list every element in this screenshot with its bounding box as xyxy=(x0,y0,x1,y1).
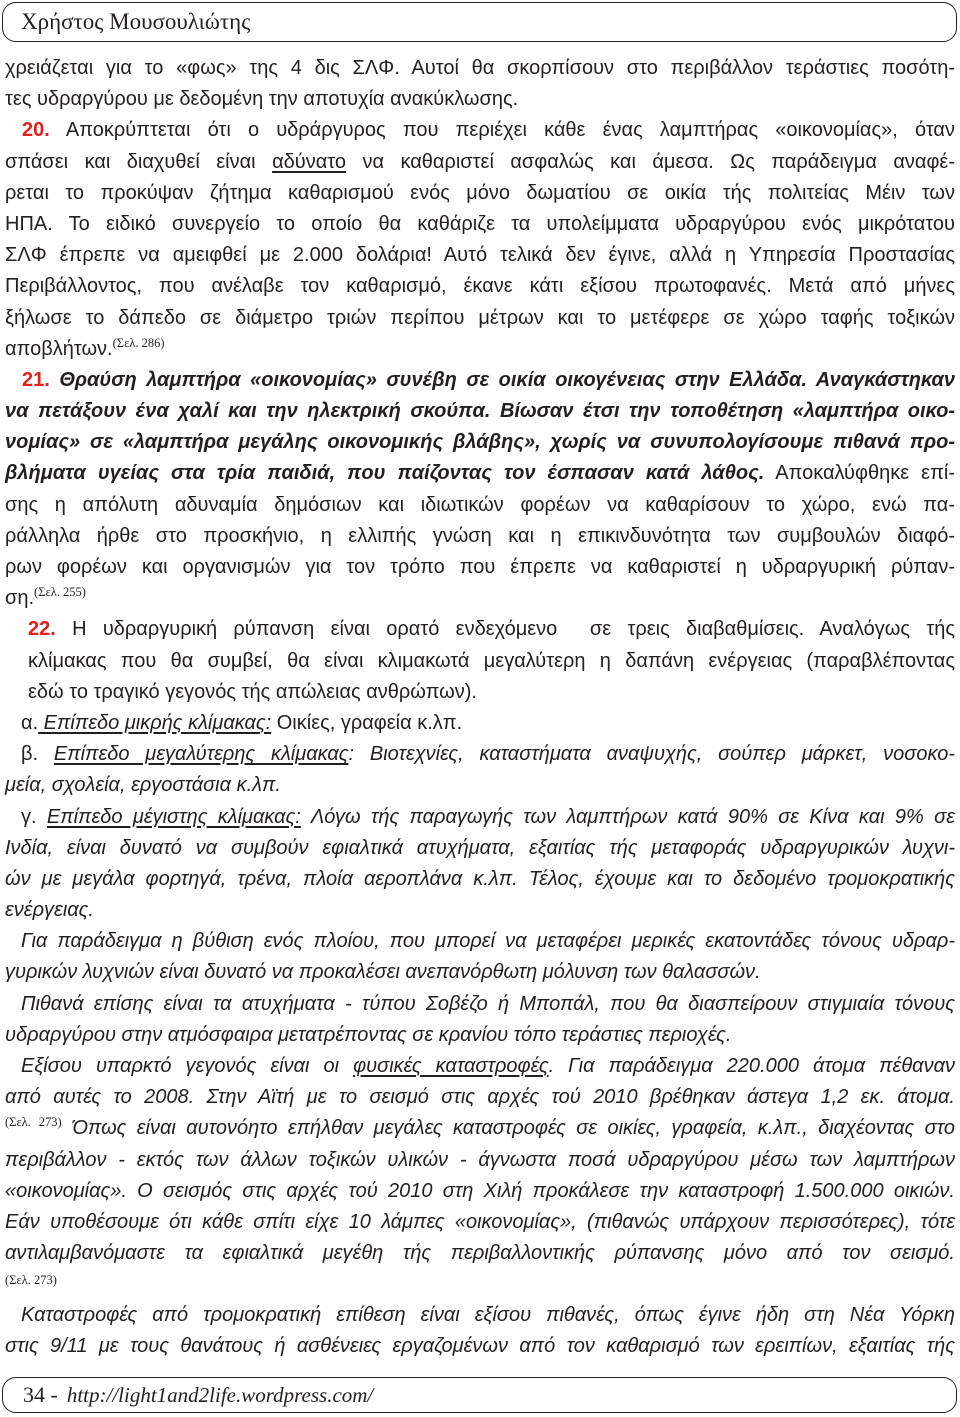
text-run: Η υδραργυρική ρύπανση είναι ορατό ενδεχόμενο σε τρεις διαβαθμίσεις. Αναλόγως τής xyxy=(55,618,955,641)
text-run: ρεται το προκύψαν ζήτημα καθαρισμού ενός μόνο δωματίου σε οικία τής πολιτείας Μέιν των xyxy=(5,181,955,204)
text-run: α. xyxy=(21,711,39,734)
item-number: 22. xyxy=(28,618,56,641)
running-header xyxy=(2,2,957,42)
text-line-content xyxy=(28,646,955,677)
paragraph-example-accidents xyxy=(5,989,955,1051)
italic-text: ών με μεγάλα φορτηγά, τρένα, πλοία αεροπλάνα κ.λπ. Τέλος, έχουμε και το δεδομένο τρομοκρατικής xyxy=(5,867,955,890)
text-line-content xyxy=(5,271,955,302)
text-line xyxy=(28,614,955,645)
text-line-content xyxy=(5,240,955,271)
text-line xyxy=(5,427,955,458)
text-run: σπάσει και διαχυθεί είναι xyxy=(5,150,273,173)
text-line-content xyxy=(5,396,955,427)
text-line xyxy=(5,864,955,895)
text-line-content xyxy=(5,895,94,926)
text-line-content xyxy=(5,1269,57,1289)
paragraph-scale-a xyxy=(5,708,955,739)
text-line-content xyxy=(5,1145,955,1176)
text-run: σης η απόλυτη αδυναμία δημόσιων και ιδιωτικών φορέων να καθαρίσουν το χώρο, ενώ πα- xyxy=(5,493,955,516)
text-line xyxy=(5,458,955,489)
text-line-content xyxy=(5,147,955,178)
text-line-content xyxy=(5,1331,955,1362)
text-run: Περιβάλλοντος, που ανέλαβε τον καθαρισμό, έκανε κάτι εξίσου πρωτοφανές. Μετά από μήνες xyxy=(5,275,955,298)
text-line xyxy=(5,271,955,302)
text-run: γ. xyxy=(21,805,47,828)
text-line xyxy=(5,240,955,271)
text-line xyxy=(5,739,955,770)
text-line-content xyxy=(21,708,462,739)
text-line xyxy=(5,1113,955,1144)
underlined-text: Επίπεδο μέγιστης κλίμακας: xyxy=(46,805,301,828)
page-body xyxy=(5,53,955,1362)
text-line xyxy=(5,1082,955,1113)
page-number: 34 - xyxy=(23,1382,58,1407)
text-line xyxy=(5,708,955,739)
paragraph-terrorist-attacks xyxy=(5,1300,955,1362)
text-line xyxy=(5,926,955,957)
underlined-text: φυσικές καταστροφές xyxy=(353,1055,549,1077)
text-line xyxy=(5,178,955,209)
text-line xyxy=(5,1238,955,1269)
paragraph-item-20 xyxy=(5,115,955,365)
text-line-content xyxy=(5,1207,955,1238)
text-line xyxy=(5,1145,955,1176)
text-line-content xyxy=(5,552,955,583)
text-line-content xyxy=(5,84,518,115)
text-line xyxy=(5,490,955,521)
italic-text: περιβάλλον - εκτός των άλλων τοξικών υλικών - άγνωστα ποσά υδραργύρου μέσω των λαμπτήρων xyxy=(5,1148,955,1171)
text-run: να καθαριστεί ασφαλώς και άμεσα. Ως παράδειγμα αναφέ- xyxy=(346,150,955,173)
underlined-text: Επίπεδο μεγαλύτερης κλίμακας xyxy=(53,743,349,766)
page-reference: (Σελ. 273) xyxy=(5,1273,57,1288)
text-run: Αποκαλύφθηκε επί- xyxy=(764,462,955,485)
italic-text: ενέργειας. xyxy=(5,899,94,922)
text-line-content xyxy=(5,490,955,521)
text-line xyxy=(5,802,955,833)
text-line xyxy=(5,1331,955,1362)
text-line-content xyxy=(5,957,761,988)
italic-text: Ινδία, είναι δυνατό να συμβούν εφιαλτικά ατυχήματα, εξαιτίας τής μεταφοράς υδραργυρικών λυχνι- xyxy=(5,836,955,859)
text-line xyxy=(5,989,955,1020)
text-line xyxy=(5,84,955,115)
text-line xyxy=(5,53,955,84)
text-run: ΣΛΦ έπρεπε να αμειφθεί με 2.000 δολάρια! Αυτό τελικά δεν έγινε, αλλά η Υπηρεσία Προστασίας xyxy=(5,244,955,267)
text-line xyxy=(5,770,955,801)
text-line-content xyxy=(21,1300,955,1331)
paragraph-item-21 xyxy=(5,365,955,615)
text-line xyxy=(5,147,955,178)
italic-text: από αυτές το 2008. Στην Αϊτή με το σεισμό στις αρχές τού 2010 βρέθηκαν άστεγα 1,2 εκ. άτομα. xyxy=(5,1086,955,1109)
text-run: εδώ το τραγικό γεγονός τής απώλειας ανθρώπων). xyxy=(28,680,477,703)
text-line-content xyxy=(5,1113,955,1146)
author-name: Χρήστος Μουσουλιώτης xyxy=(21,9,251,34)
text-run: ξήλωσε το δάπεδο σε διάμετρο τριών περίπου μέτρων και το μετέφερε σε χώρο ταφής τοξικών xyxy=(5,306,955,329)
paragraph-natural-disasters xyxy=(5,1051,955,1287)
text-line xyxy=(5,115,955,146)
item-number: 21. xyxy=(22,368,50,391)
text-line xyxy=(5,521,955,552)
text-line-content xyxy=(21,926,955,957)
italic-text: στις 9/11 με τους θανάτους ή ασθένειες εργαζομένων από τον καθαρισμό των ερειπίων, εξαιτίας τής xyxy=(5,1335,955,1358)
text-run: Οικίες, γραφεία κ.λπ. xyxy=(271,711,463,734)
text-line xyxy=(5,365,955,396)
text-line-content xyxy=(5,1238,955,1269)
text-line xyxy=(5,396,955,427)
italic-text: γυρικών λυχνιών είναι δυνατό να προκαλέσει ανεπανόρθωτη μόλυνση των θαλασσών. xyxy=(5,961,761,984)
text-line-content xyxy=(5,303,955,334)
text-line-content xyxy=(5,1082,955,1113)
italic-text: αντιλαμβανόμαστε τα εφιαλτικά μεγέθη τής περιβαλλοντικής ρύπανσης μόνο από τον σεισμό. xyxy=(5,1242,955,1265)
text-line xyxy=(5,895,955,926)
text-run: ΗΠΑ. Το ειδικό συνεργείο το οποίο θα καθάριζε τα υπολείμματα υδραργύρου ενός μικρότατου xyxy=(5,212,955,235)
text-line-content xyxy=(28,677,477,708)
text-line-content xyxy=(5,178,955,209)
text-line xyxy=(5,1020,955,1051)
text-line-content xyxy=(5,770,281,801)
text-line-content xyxy=(5,334,165,367)
emphasized-text: Θραύση λαμπτήρα «οικονομίας» συνέβη σε οικία οικογένειας στην Ελλάδα. Αναγκάστηκαν xyxy=(59,368,955,391)
emphasized-text: νομίας» σε «λαμπτήρα μεγάλης οικονομικής βλάβης», χωρίς να συνυπολογίσουμε πιθανά προ- xyxy=(5,431,955,454)
page-footer xyxy=(2,1377,957,1413)
text-run: ρων φορέων και οργανισμών για τον τρόπο που έπρεπε να καθαριστεί η υδραργυρική ρύπαν- xyxy=(5,556,955,578)
text-line-content xyxy=(21,802,955,833)
text-line-content xyxy=(21,989,955,1020)
text-line xyxy=(5,957,955,988)
italic-text: «οικονομίας». Ο σεισμός στις αρχές τού 2010 στη Χιλή προκάλεσε την καταστροφή 1.500.000 οικιών. xyxy=(5,1179,955,1202)
text-line-content xyxy=(5,209,955,240)
page-reference: (Σελ. 255) xyxy=(34,585,86,600)
italic-text: Για παράδειγμα η βύθιση ενός πλοίου, που μπορεί να μεταφέρει μερικές εκατοντάδες τόνους υδραρ- xyxy=(21,930,955,953)
text-line-content xyxy=(5,1020,731,1051)
text-line-content xyxy=(5,1176,955,1207)
text-line-content xyxy=(21,739,955,770)
emphasized-text: να πετάξουν ένα χαλί και την ηλεκτρική σκούπα. Βίωσαν έτσι την τοποθέτηση «λαμπτήρα οικο- xyxy=(5,400,955,423)
text-line-content xyxy=(22,365,955,396)
italic-text: : Βιοτεχνίες, καταστήματα αναψυχής, σούπερ μάρκετ, νοσοκο- xyxy=(348,743,955,766)
text-run xyxy=(50,369,60,391)
text-line xyxy=(5,1269,955,1287)
text-run: β. xyxy=(21,743,54,766)
text-line xyxy=(5,303,955,334)
italic-text: Λόγω τής παραγωγής των λαμπτήρων κατά 90% σε Κίνα και 9% σε xyxy=(300,805,955,828)
footer-text xyxy=(23,1383,373,1410)
underlined-text: αδύνατο xyxy=(272,150,347,173)
item-number: 20. xyxy=(22,119,50,142)
underlined-text: Επίπεδο μικρής κλίμακας: xyxy=(38,711,272,734)
text-line xyxy=(5,1176,955,1207)
italic-text: Εξίσου υπαρκτό γεγονός είναι οι xyxy=(21,1055,354,1077)
paragraph-scale-b xyxy=(5,739,955,801)
paragraph-example-shipwreck xyxy=(5,926,955,988)
paragraph-intro-continuation xyxy=(5,53,955,115)
text-line-content xyxy=(5,427,955,458)
text-line-content xyxy=(5,53,955,84)
text-run: ση. xyxy=(5,587,35,610)
text-line xyxy=(5,1207,955,1238)
italic-text: μεία, σχολεία, εργοστάσια κ.λπ. xyxy=(5,774,281,797)
text-line xyxy=(5,209,955,240)
text-run: χρειάζεται για το «φως» της 4 δις ΣΛΦ. Αυτοί θα σκορπίσουν στο περιβάλλον τεράστιες ποσότη- xyxy=(5,57,955,79)
footer-url: http://light1and2life.wordpress.com/ xyxy=(66,1383,374,1407)
text-line xyxy=(5,833,955,864)
text-run: τες υδραργύρου με δεδομένη την αποτυχία ανακύκλωσης. xyxy=(5,88,519,111)
emphasized-text: βλήματα υγείας στα τρία παιδιά, που παίζοντας τον έσπασαν κατά λάθος. xyxy=(5,462,765,485)
text-line-content xyxy=(5,521,955,552)
text-run: αποβλήτων. xyxy=(5,337,113,360)
text-line xyxy=(5,1051,955,1082)
italic-text: . Για παράδειγμα 220.000 άτομα πέθαναν xyxy=(548,1055,955,1077)
paragraph-scale-c xyxy=(5,802,955,927)
italic-text: Πιθανά επίσης είναι τα ατυχήματα - τύπου Σοβέζο ή Μποπάλ, που θα διασπείρουν στιγμιαία τόνους xyxy=(21,992,955,1015)
text-line-content xyxy=(5,864,955,895)
italic-text: Εάν υποθέσουμε ότι κάθε σπίτι είχε 10 λάμπες «οικονομίας», (πιθανώς υπάρχουν περισσότερες), τότε xyxy=(5,1210,955,1233)
text-line xyxy=(5,334,955,365)
text-run: Αποκρύπτεται ότι ο υδράργυρος που περιέχει κάθε ένας λαμπτήρας «οικονομίας», όταν xyxy=(49,119,955,142)
text-line-content xyxy=(5,458,955,489)
text-run: ράλληλα ήρθε στο προσκήνιο, η ελλιπής γνώση και η επικινδυνότητα των συμβουλών διαφό- xyxy=(5,524,955,547)
text-run: κλίμακας που θα συμβεί, θα είναι κλιμακωτά μεγαλύτερη η δαπάνη ενέργειας (παραβλέποντας xyxy=(28,649,955,672)
page-reference: (Σελ. 286) xyxy=(112,335,165,350)
text-line xyxy=(5,583,955,614)
italic-text: Καταστροφές από τρομοκρατική επίθεση είναι εξίσου πιθανές, όπως έγινε ήδη στη Νέα Υόρκη xyxy=(21,1303,955,1326)
text-line-content xyxy=(5,833,955,864)
text-line-content xyxy=(22,115,955,146)
text-line-content xyxy=(28,614,955,645)
text-line-content xyxy=(5,583,86,616)
text-line xyxy=(5,552,955,583)
text-line xyxy=(5,1300,955,1331)
italic-text: υδραργύρου στην ατμόσφαιρα μετατρέποντας σε κρανίου τόπο τεράστιες περιοχές. xyxy=(5,1023,732,1046)
page-reference: (Σελ. 273) xyxy=(5,1115,62,1130)
text-line-content xyxy=(21,1051,955,1082)
italic-text: Όπως είναι αυτονόητο επήλθαν μεγάλες καταστροφές σε οικίες, γραφεία, κ.λπ., διαχέοντας στο xyxy=(61,1117,955,1140)
text-line xyxy=(28,677,955,708)
text-line xyxy=(28,646,955,677)
paragraph-item-22 xyxy=(28,614,955,708)
